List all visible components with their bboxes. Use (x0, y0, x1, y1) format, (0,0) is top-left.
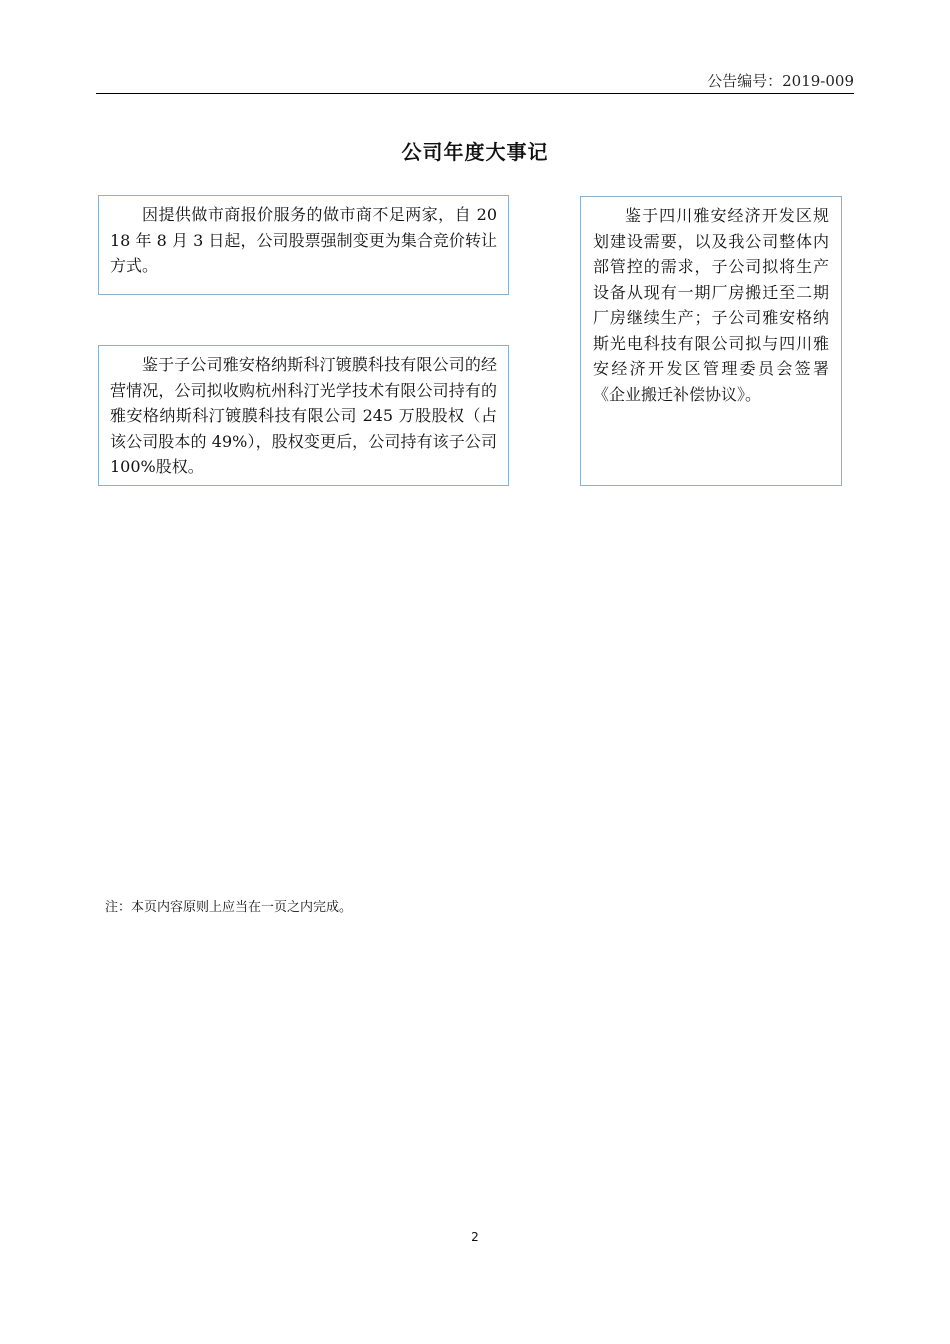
footnote: 注：本页内容原则上应当在一页之内完成。 (105, 900, 353, 915)
page-number: 2 (471, 1230, 479, 1244)
header-divider (96, 93, 854, 94)
event-box-stock-trading-change: 因提供做市商报价服务的做市商不足两家，自 2018 年 8 月 3 日起，公司股票强制变更为集合竞价转让方式。 (98, 195, 509, 295)
event-box-factory-relocation: 鉴于四川雅安经济开发区规划建设需要，以及我公司整体内部管控的需求，子公司拟将生产设备从现有一期厂房搬迁至二期厂房继续生产；子公司雅安格纳斯光电科技有限公司拟与四川雅安经济开发区管理委员会签署《企业搬迁补偿协议》。 (580, 196, 842, 486)
announcement-code: 公告编号：2019-009 (707, 72, 854, 90)
page-title: 公司年度大事记 (401, 140, 549, 164)
event-box-subsidiary-equity-acquisition: 鉴于子公司雅安格纳斯科汀镀膜科技有限公司的经营情况，公司拟收购杭州科汀光学技术有限公司持有的雅安格纳斯科汀镀膜科技有限公司 245 万股股权（占该公司股本的 49%），股权变更后，公司持有该子公司 100%股权。 (98, 345, 509, 486)
